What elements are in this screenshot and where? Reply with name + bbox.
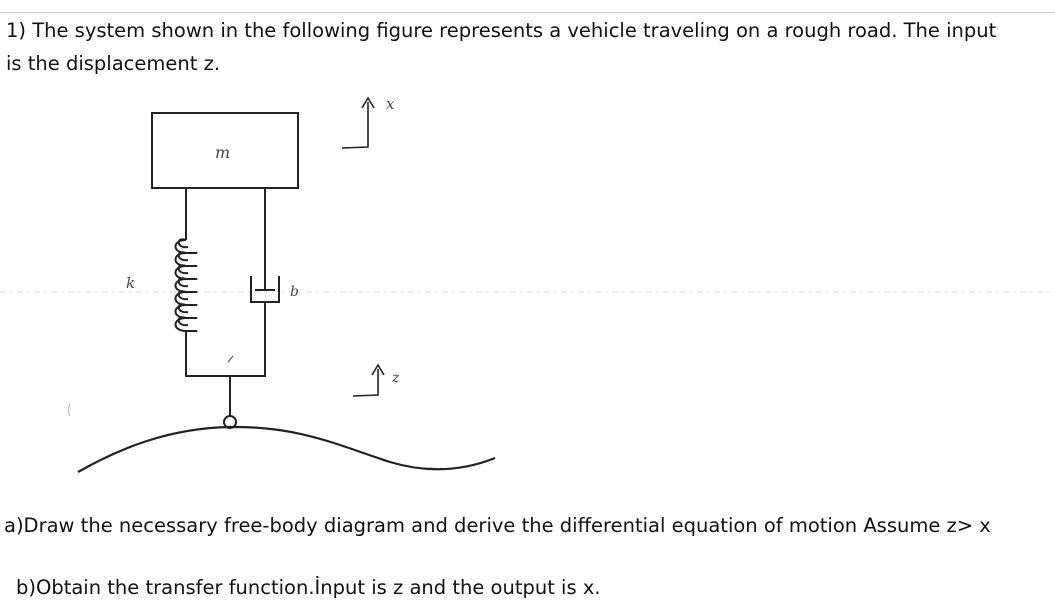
output-displacement-label: x <box>386 95 395 113</box>
input-displacement-label: z <box>392 370 400 386</box>
scan-speck <box>69 404 71 416</box>
input-displacement-arrow <box>353 369 378 396</box>
mass-label: m <box>215 143 231 162</box>
stray-pen-mark <box>228 356 233 362</box>
problem-statement-line-1: 1) The system shown in the following figure represents a vehicle traveling on a rough road. The input <box>6 19 997 42</box>
output-displacement-arrow <box>342 102 368 148</box>
spring-constant-label: k <box>126 274 136 292</box>
rough-road-profile <box>78 427 495 472</box>
damping-coefficient-label: b <box>290 284 299 300</box>
problem-statement-line-2: is the displacement z. <box>6 52 221 75</box>
spring <box>176 188 197 376</box>
question-part-a: a)Draw the necessary free-body diagram and derive the differential equation of motion Assume z> x <box>4 514 991 537</box>
question-part-b: b)Obtain the transfer function.İnput is z and the output is x. <box>16 576 601 599</box>
damper <box>251 188 279 376</box>
